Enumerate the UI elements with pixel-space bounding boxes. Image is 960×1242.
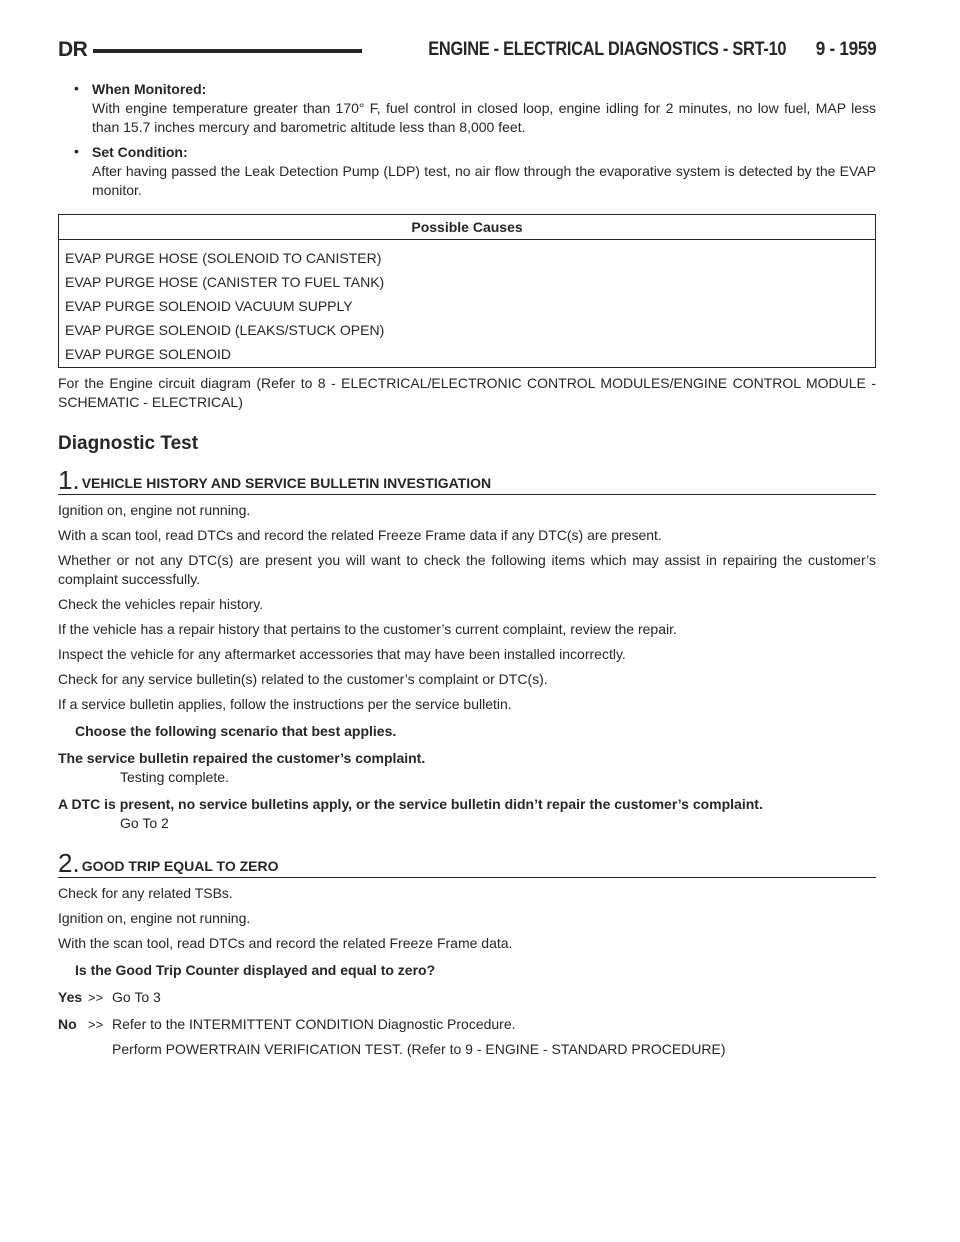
set-condition-label: Set Condition: [92,144,188,160]
cause-item: EVAP PURGE HOSE (CANISTER TO FUEL TANK) [65,274,385,290]
step-number: 2. [58,848,80,878]
answer-arrow: >> [88,1017,104,1032]
circuit-diagram-reference: For the Engine circuit diagram (Refer to 8 - ELECTRICAL/ELECTRONIC CONTROL MODULES/ENGINE CONTROL MODULE - SCHEMATIC - ELECTRICAL) [58,375,876,410]
answer-action: Refer to the INTERMITTENT CONDITION Diagnostic Procedure. [112,1016,516,1032]
answer-action: Go To 3 [112,989,161,1005]
section-title: Diagnostic Test [58,433,199,454]
answer-arrow: >> [88,990,104,1005]
cause-item: EVAP PURGE HOSE (SOLENOID TO CANISTER) [65,250,382,266]
cause-item: EVAP PURGE SOLENOID (LEAKS/STUCK OPEN) [65,322,385,338]
answer-label: No [58,1016,77,1032]
set-condition-item [58,143,876,200]
scenario-action: Testing complete. [120,769,229,785]
bullet-icon: • [74,143,79,159]
set-condition-text: After having passed the Leak Detection Pump (LDP) test, no air flow through the evaporative system is detected by the EVAP monitor. [92,163,876,198]
step-paragraph: If a service bulletin applies, follow the instructions per the service bulletin. [58,696,512,712]
header-page-number: 9 - 1959 [815,39,876,60]
step-1-heading [58,465,876,495]
step-number: 1. [58,465,80,495]
bullet-icon: • [74,80,79,96]
scenario-action: Go To 2 [120,815,169,831]
step-paragraph: Ignition on, engine not running. [58,502,251,518]
possible-causes-table [58,214,876,368]
when-monitored-text: With engine temperature greater than 170° F, fuel control in closed loop, engine idling for 2 minutes, no low fuel, MAP less than 15.7 inches mercury and barometric altitude less than 8,000 feet. [92,100,876,135]
step-paragraph: If the vehicle has a repair history that pertains to the customer’s current complaint, review the repair. [58,621,677,637]
step-paragraph: Check for any service bulletin(s) related to the customer’s complaint or DTC(s). [58,671,548,687]
answer-no [58,1015,876,1065]
header-title: ENGINE - ELECTRICAL DIAGNOSTICS - SRT-10 [428,39,787,60]
step-paragraph: Ignition on, engine not running. [58,910,251,926]
possible-causes-header: Possible Causes [59,215,876,240]
step-paragraph: Inspect the vehicle for any aftermarket accessories that may have been installed incorrectly. [58,646,626,662]
cause-item: EVAP PURGE SOLENOID VACUUM SUPPLY [65,298,353,314]
answer-action: Perform POWERTRAIN VERIFICATION TEST. (Refer to 9 - ENGINE - STANDARD PROCEDURE) [112,1041,726,1057]
page-content [58,80,876,1065]
step-paragraph: Check the vehicles repair history. [58,596,264,612]
cause-item: EVAP PURGE SOLENOID [65,346,231,362]
page-header [58,38,876,62]
scenario-condition: The service bulletin repaired the customer’s complaint. [58,750,426,766]
step-paragraph: Whether or not any DTC(s) are present you will want to check the following items which may assist in repairing the customer’s complaint successfully. [58,552,876,587]
answer-label: Yes [58,989,83,1005]
step-2-heading [58,848,876,878]
step-title: VEHICLE HISTORY AND SERVICE BULLETIN INVESTIGATION [81,475,492,491]
step-question: Choose the following scenario that best applies. [75,723,397,739]
step-question: Is the Good Trip Counter displayed and equal to zero? [75,962,436,978]
step-paragraph: With a scan tool, read DTCs and record the related Freeze Frame data if any DTC(s) are present. [58,527,662,543]
step-paragraph: With the scan tool, read DTCs and record the related Freeze Frame data. [58,935,513,951]
step-paragraph: Check for any related TSBs. [58,885,233,901]
scenario-condition: A DTC is present, no service bulletins apply, or the service bulletin didn’t repair the customer’s complaint. [58,796,763,812]
header-model: DR [58,38,88,61]
when-monitored-item [58,80,876,137]
header-rule [93,49,362,53]
answer-yes [58,988,876,1013]
when-monitored-label: When Monitored: [92,81,207,97]
step-title: GOOD TRIP EQUAL TO ZERO [81,858,279,874]
